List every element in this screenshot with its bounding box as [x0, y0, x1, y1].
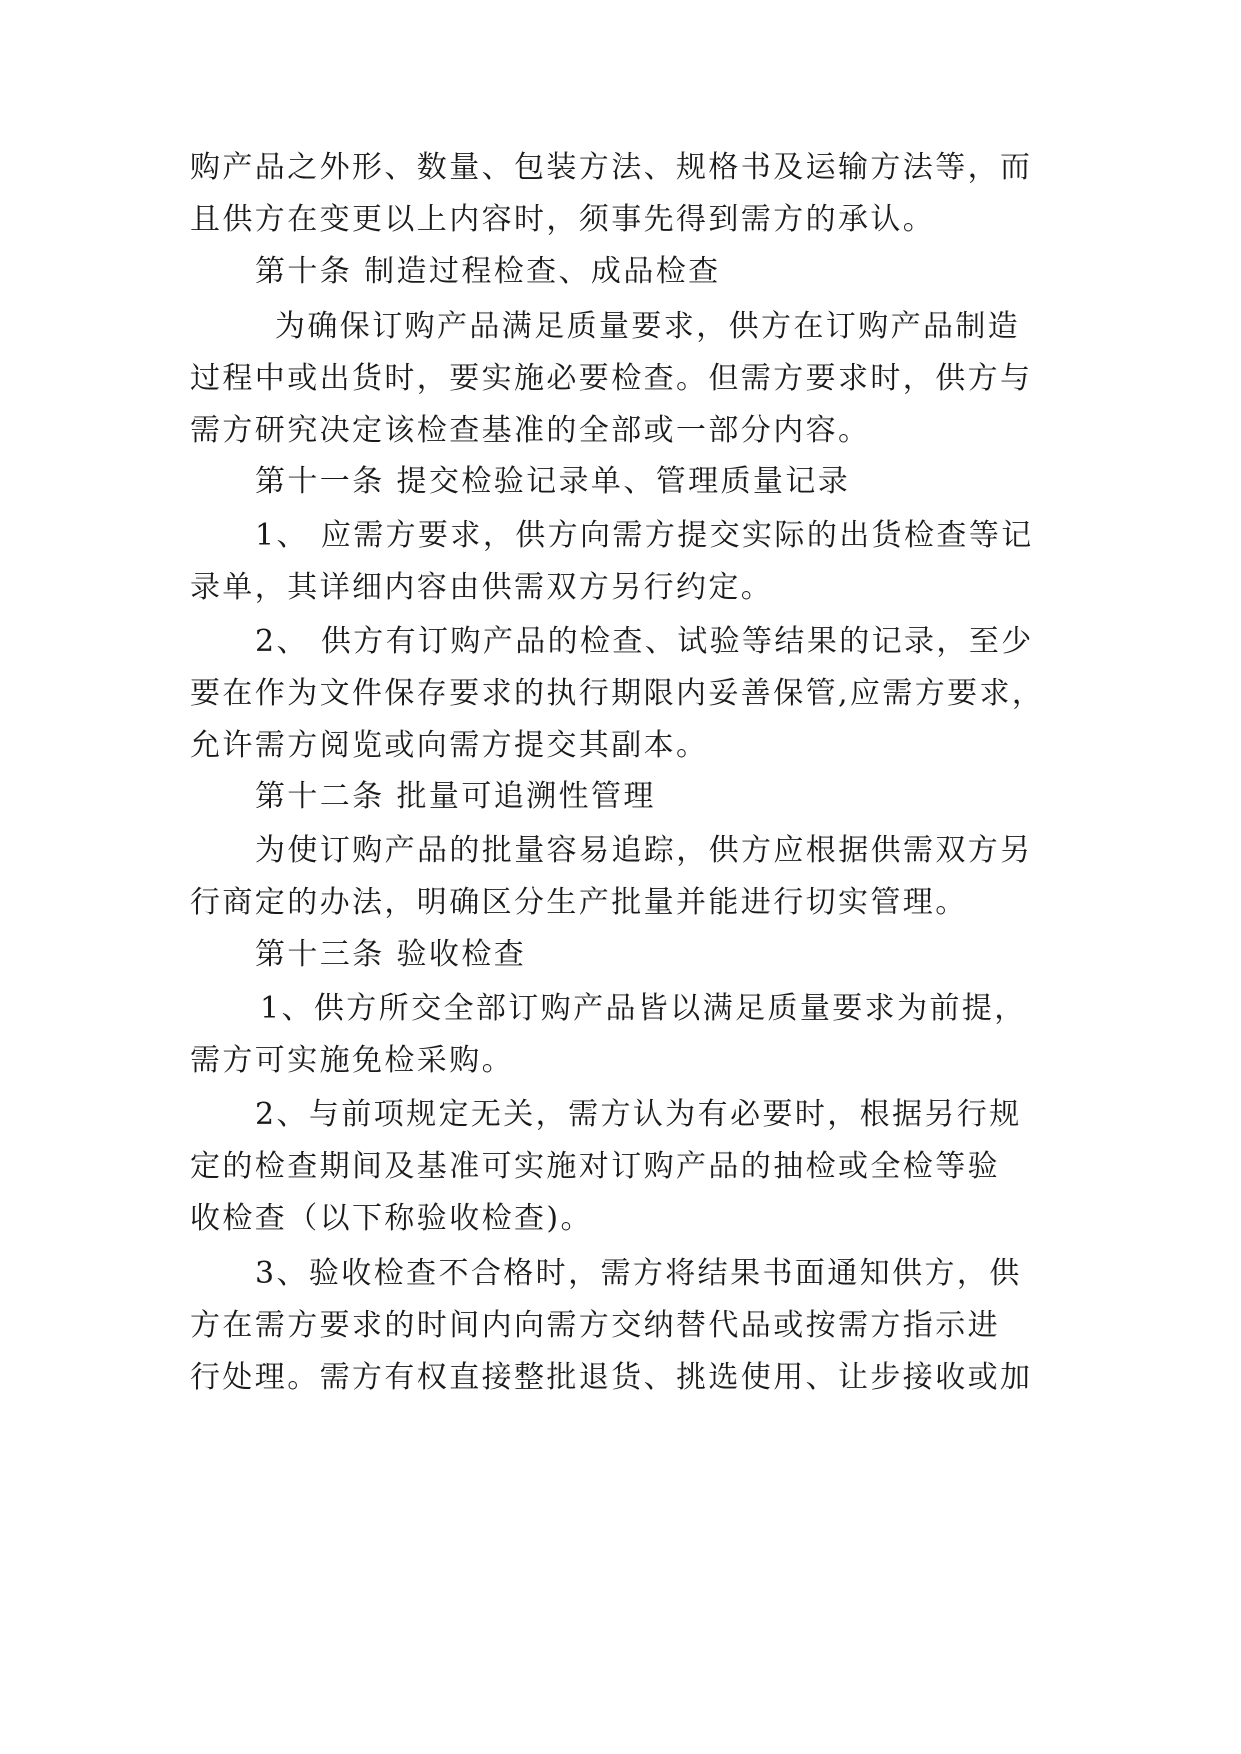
- body-text-line: 允许需方阅览或向需方提交其副本。: [190, 728, 709, 763]
- body-text-line: 定的检查期间及基准可实施对订购产品的抽检或全检等验: [190, 1149, 1000, 1184]
- body-text-line: 1、 应需方要求，供方向需方提交实际的出货检查等记: [255, 518, 1034, 553]
- body-text-line: 要在作为文件保存要求的执行期限内妥善保管,应需方要求，: [190, 676, 1045, 711]
- article-heading: 第十条 制造过程检查、成品检查: [255, 254, 721, 289]
- body-text-line: 收检查（以下称验收检查)。: [190, 1201, 593, 1236]
- body-text-line: 2、 供方有订购产品的检查、试验等结果的记录，至少: [255, 624, 1034, 659]
- article-heading: 第十二条 批量可追溯性管理: [255, 779, 656, 814]
- body-text-line: 2、与前项规定无关，需方认为有必要时，根据另行规: [255, 1097, 1022, 1132]
- body-text-line: 3、验收检查不合格时，需方将结果书面通知供方，供: [255, 1256, 1022, 1291]
- body-text-line: 为使订购产品的批量容易追踪，供方应根据供需双方另: [255, 833, 1033, 868]
- body-text-line: 需方研究决定该检查基准的全部或一部分内容。: [190, 413, 871, 448]
- body-text-line: 方在需方要求的时间内向需方交纳替代品或按需方指示进: [190, 1308, 1000, 1343]
- body-text-line: 为确保订购产品满足质量要求，供方在订购产品制造: [275, 309, 1021, 344]
- body-text-line: 过程中或出货时，要实施必要检查。但需方要求时，供方与: [190, 361, 1033, 396]
- article-heading: 第十一条 提交检验记录单、管理质量记录: [255, 464, 851, 499]
- body-text-line: 需方可实施免检采购。: [190, 1043, 514, 1078]
- body-text-line: 行商定的办法，明确区分生产批量并能进行切实管理。: [190, 885, 968, 920]
- body-text-line: 1、供方所交全部订购产品皆以满足质量要求为前提，: [260, 991, 1027, 1026]
- article-heading: 第十三条 验收检查: [255, 937, 527, 972]
- body-text-line: 且供方在变更以上内容时，须事先得到需方的承认。: [190, 202, 936, 237]
- body-text-line: 购产品之外形、数量、包装方法、规格书及运输方法等，而: [190, 150, 1033, 185]
- body-text-line: 行处理。需方有权直接整批退货、挑选使用、让步接收或加: [190, 1360, 1033, 1395]
- body-text-line: 录单，其详细内容由供需双方另行约定。: [190, 570, 774, 605]
